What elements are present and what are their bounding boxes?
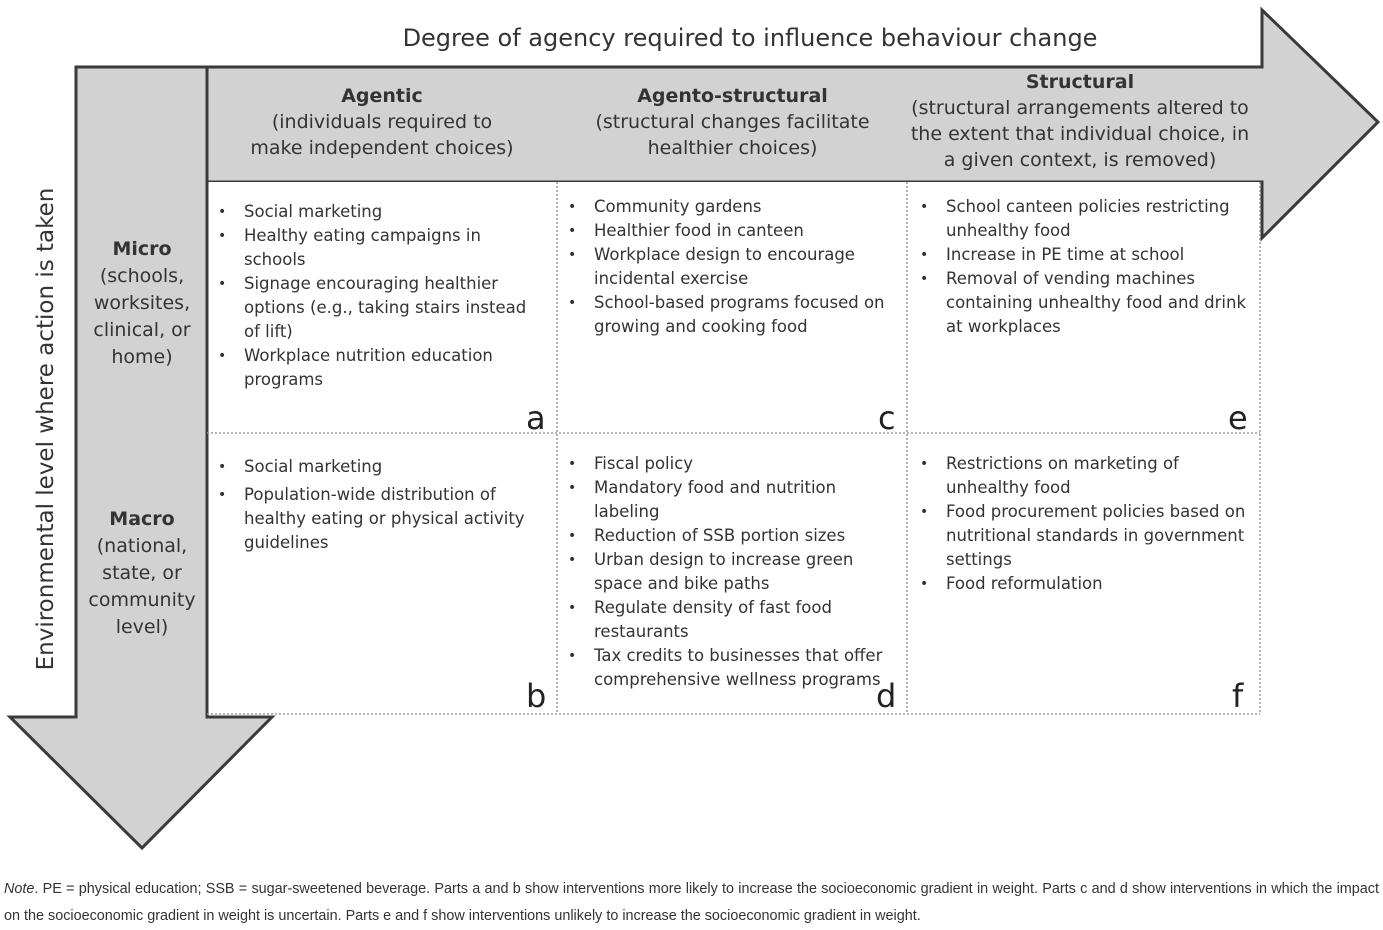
list-item: • Social marketing (210, 200, 545, 224)
row-desc-line: (schools, (99, 265, 185, 287)
column-desc-line: (structural changes facilitate (595, 111, 870, 133)
column-name: Structural (1025, 71, 1135, 93)
list-item: • Workplace nutrition education programs (210, 344, 545, 392)
list-item: • Healthy eating campaigns in schools (210, 224, 545, 272)
list-item: • Removal of vending machines containing unhealthy food and drink at workplaces (912, 267, 1252, 339)
row-header-macro (77, 506, 207, 641)
note-text: . PE = physical education; SSB = sugar-sweetened beverage. Parts a and b show interventions more likely to increase the socioeconomic gradient in weight. Parts c and d show interventions in which the impact on the socioeconomic gradient in weight is uncertain. Parts e and f show interventions unlikely to increase the socioeconomic gradient in weight. (4, 881, 1379, 924)
cell-letter-a: a (526, 399, 546, 437)
column-desc-line: (individuals required to (271, 111, 493, 133)
list-item: • Increase in PE time at school (912, 243, 1252, 267)
list-item: • Food procurement policies based on nutritional standards in government settings (912, 500, 1252, 572)
column-name: Agento-structural (637, 85, 828, 107)
intervention-list (560, 452, 900, 692)
list-item: • Healthier food in canteen (560, 219, 900, 243)
row-desc-line: worksites, (93, 292, 191, 314)
row-desc-line: state, or (102, 562, 182, 584)
list-item: • Social marketing (210, 455, 545, 479)
list-item: • Population-wide distribution of healthy eating or physical activity guidelines (210, 483, 545, 555)
row-desc-line: community (88, 589, 196, 611)
cell-letter-d: d (876, 677, 897, 715)
row-desc-line: (national, (96, 535, 188, 557)
column-desc-line: (structural arrangements altered to (911, 97, 1249, 119)
figure-note (4, 876, 1379, 930)
list-item: • Signage encouraging healthier options (e.g., taking stairs instead of lift) (210, 272, 545, 344)
left-axis-label: Environmental level where action is taken (33, 187, 59, 671)
column-header-agentic (222, 83, 542, 161)
row-name: Micro (112, 238, 172, 260)
note-prefix: Note (4, 881, 35, 897)
column-desc-line: the extent that individual choice, in (910, 123, 1250, 145)
cell-a (210, 200, 545, 392)
intervention-list (912, 452, 1252, 596)
column-header-structural (905, 69, 1255, 173)
column-desc-line: healthier choices) (647, 137, 818, 159)
list-item: • Regulate density of fast food restaurants (560, 596, 900, 644)
list-item: • Urban design to increase green space and bike paths (560, 548, 900, 596)
row-header-micro (77, 236, 207, 371)
column-desc-line: a given context, is removed) (943, 149, 1217, 171)
intervention-list (560, 195, 900, 339)
list-item: • Restrictions on marketing of unhealthy food (912, 452, 1252, 500)
cell-letter-c: c (878, 399, 896, 437)
intervention-list (912, 195, 1252, 339)
cell-letter-e: e (1228, 399, 1248, 437)
cell-letter-b: b (526, 677, 547, 715)
list-item: • Workplace design to encourage incidental exercise (560, 243, 900, 291)
cell-b (210, 455, 545, 555)
row-desc-line: home) (111, 346, 173, 368)
list-item: • Tax credits to businesses that offer comprehensive wellness programs (560, 644, 900, 692)
row-desc-line: level) (115, 616, 169, 638)
column-header-agento-structural (565, 83, 900, 161)
intervention-list (210, 455, 545, 555)
list-item: • School-based programs focused on growing and cooking food (560, 291, 900, 339)
cell-e (912, 195, 1252, 339)
cell-d (560, 452, 900, 692)
list-item: • Community gardens (560, 195, 900, 219)
list-item: • Fiscal policy (560, 452, 900, 476)
list-item: • School canteen policies restricting unhealthy food (912, 195, 1252, 243)
row-name: Macro (109, 508, 175, 530)
intervention-list (210, 200, 545, 392)
cell-letter-f: f (1232, 677, 1244, 715)
column-name: Agentic (341, 85, 423, 107)
cell-c (560, 195, 900, 339)
cell-f (912, 452, 1252, 596)
list-item: • Reduction of SSB portion sizes (560, 524, 900, 548)
list-item: • Mandatory food and nutrition labeling (560, 476, 900, 524)
top-axis-label: Degree of agency required to influence behaviour change (402, 24, 1098, 52)
row-desc-line: clinical, or (93, 319, 191, 341)
column-desc-line: make independent choices) (250, 137, 514, 159)
list-item: • Food reformulation (912, 572, 1252, 596)
